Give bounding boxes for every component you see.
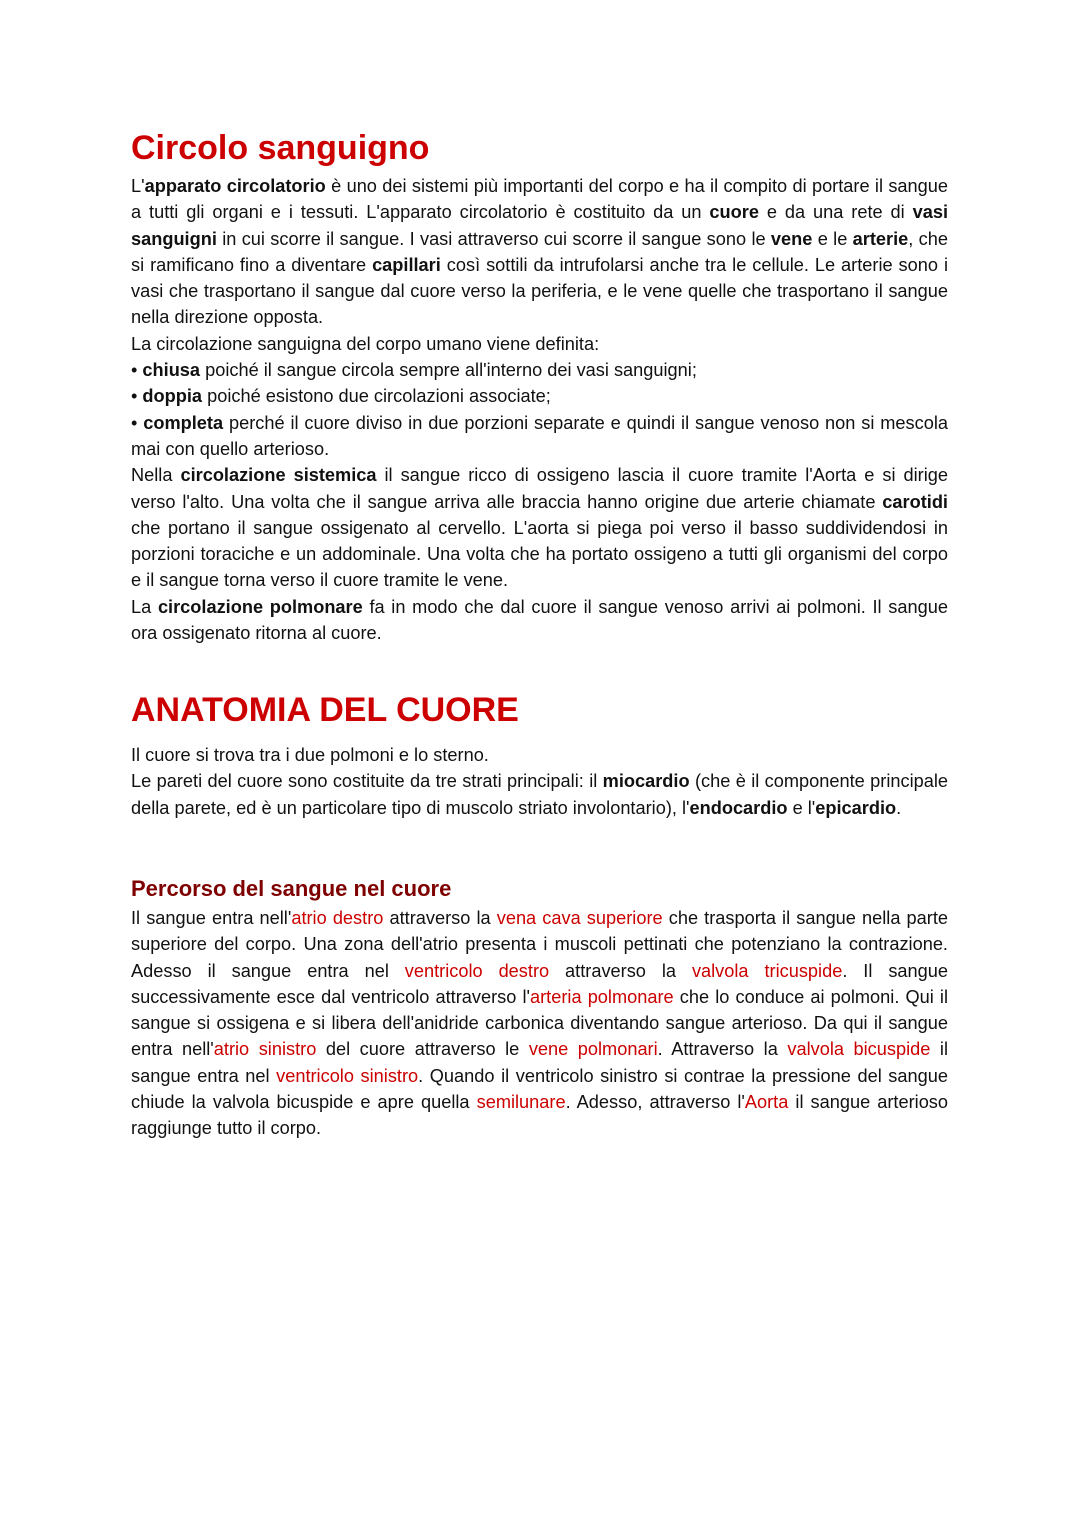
paragraph <box>131 410 948 463</box>
text-run: il sangue ricco di ossigeno lascia il cuore tramite l'Aorta e si dirige verso l'alto. Una volta che il sangue arriva alle braccia hanno origine due arterie chiamate <box>131 465 948 512</box>
bold-term: miocardio <box>602 771 690 792</box>
text-run: poiché esistono due circolazioni associate; <box>202 386 551 407</box>
text-run: e le <box>812 228 853 249</box>
section-body <box>131 905 948 1142</box>
paragraph <box>131 462 948 593</box>
text-run: che portano il sangue ossigenato al cervello. L'aorta si piega poi verso il basso suddividendosi in porzioni toraciche e un addominale. Una volta che ha portato ossigeno a tutti gli organismi del corpo e il sangue torna verso il cuore tramite le vene. <box>131 517 948 591</box>
text-run: attraverso la <box>383 908 497 928</box>
text-run: Nella <box>131 465 181 486</box>
text-run: Il sangue entra nell' <box>131 908 292 928</box>
section-title: ANATOMIA DEL CUORE <box>131 691 519 729</box>
bold-term: circolazione sistemica <box>180 465 377 486</box>
highlighted-term: atrio destro <box>291 908 384 928</box>
text-run: , che si ramificano fino a diventare <box>131 228 948 275</box>
text-run: • <box>131 360 143 381</box>
highlighted-term: ventricolo sinistro <box>276 1065 419 1086</box>
highlighted-term: valvola bicuspide <box>787 1039 931 1060</box>
text-run: . Adesso, attraverso l' <box>565 1092 745 1113</box>
highlighted-term: ventricolo destro <box>404 960 550 981</box>
text-run: attraverso la <box>549 960 692 981</box>
paragraph <box>131 768 948 821</box>
section-body <box>131 173 948 646</box>
bold-term: epicardio <box>815 797 897 818</box>
text-run: . Attraverso la <box>657 1039 788 1060</box>
text-run: (che è il componente principale della parete, ed è un particolare tipo di muscolo striato involontario), l' <box>131 771 949 818</box>
highlighted-term: valvola tricuspide <box>691 960 843 981</box>
text-run: fa in modo che dal cuore il sangue venoso arrivi ai polmoni. Il sangue ora ossigenato ritorna al cuore. <box>131 596 948 644</box>
text-run: . <box>896 797 902 818</box>
text-run: . Il sangue successivamente esce dal ventricolo attraverso l' <box>131 960 949 1007</box>
highlighted-term: vene polmonari <box>528 1039 658 1060</box>
text-run: del cuore attraverso le <box>316 1039 529 1060</box>
text-run: • <box>131 412 144 433</box>
text-run: Il cuore si trova tra i due polmoni e lo sterno. <box>131 745 489 765</box>
section-title: Circolo sanguigno <box>131 129 430 167</box>
paragraph <box>131 905 948 1142</box>
section-body <box>131 742 948 821</box>
paragraph <box>131 173 948 331</box>
highlighted-term: arteria polmonare <box>530 986 674 1007</box>
text-run: La <box>131 596 158 617</box>
bold-term: endocardio <box>689 797 788 818</box>
paragraph <box>131 594 948 647</box>
text-run: il sangue entra nel <box>131 1039 948 1086</box>
text-run: La circolazione sanguigna del corpo umano viene definita: <box>131 333 600 354</box>
bold-term: capillari <box>372 254 441 275</box>
text-run: è uno dei sistemi più importanti del corpo e ha il compito di portare il sangue a tutti gli organi e i tessuti. L'apparato circolatorio è costituito da un <box>131 176 948 223</box>
paragraph <box>131 383 948 409</box>
highlighted-term: Aorta <box>744 1092 789 1113</box>
highlighted-term: atrio sinistro <box>213 1039 317 1060</box>
paragraph <box>131 742 948 768</box>
text-run: . Quando il ventricolo sinistro si contrae la pressione del sangue chiude la valvola bicuspide e apre quella <box>131 1065 948 1113</box>
text-run: Le pareti del cuore sono costituite da tre strati principali: il <box>131 771 603 792</box>
bold-term: arterie <box>852 228 909 249</box>
paragraph <box>131 331 948 357</box>
text-run: il sangue arterioso raggiunge tutto il corpo. <box>131 1092 949 1139</box>
bold-term: chiusa <box>142 360 201 381</box>
bold-term: doppia <box>142 386 203 407</box>
text-run: perché il cuore diviso in due porzioni separate e quindi il sangue venoso non si mescola mai con quello arterioso. <box>131 412 949 459</box>
bold-term: vasi sanguigni <box>131 202 948 249</box>
text-run: così sottili da intrufolarsi anche tra le cellule. Le arterie sono i vasi che trasportano il sangue dal cuore verso la periferia, e le vene quelle che trasportano il sangue nella direzione opposta. <box>131 254 948 328</box>
bold-term: vene <box>770 228 813 249</box>
highlighted-term: vena cava superiore <box>496 908 663 928</box>
bold-term: carotidi <box>882 491 948 512</box>
highlighted-term: semilunare <box>476 1092 566 1113</box>
text-run: che lo conduce ai polmoni. Qui il sangue si ossigena e si libera dell'anidride carbonica diventando sangue arterioso. Da qui il sangue entra nell' <box>131 986 949 1060</box>
bold-term: completa <box>143 412 224 433</box>
bold-term: circolazione polmonare <box>157 596 363 617</box>
paragraph <box>131 357 948 383</box>
text-run: che trasporta il sangue nella parte superiore del corpo. Una zona dell'atrio presenta i muscoli pettinati che potenziano la contrazione. Adesso il sangue entra nel <box>131 908 949 981</box>
text-run: • <box>131 386 143 407</box>
text-run: poiché il sangue circola sempre all'interno dei vasi sanguigni; <box>200 360 697 381</box>
section-circolo-sanguigno <box>131 128 948 646</box>
bold-term: apparato circolatorio <box>144 176 326 196</box>
section-anatomia-del-cuore <box>131 690 948 821</box>
section-percorso-sangue <box>131 876 948 1142</box>
text-run: in cui scorre il sangue. I vasi attraverso cui scorre il sangue sono le <box>216 228 771 249</box>
text-run: e da una rete di <box>758 202 913 223</box>
text-run: e l' <box>787 797 816 818</box>
text-run: L' <box>131 176 145 196</box>
bold-term: cuore <box>709 202 759 223</box>
subsection-title: Percorso del sangue nel cuore <box>131 876 452 901</box>
